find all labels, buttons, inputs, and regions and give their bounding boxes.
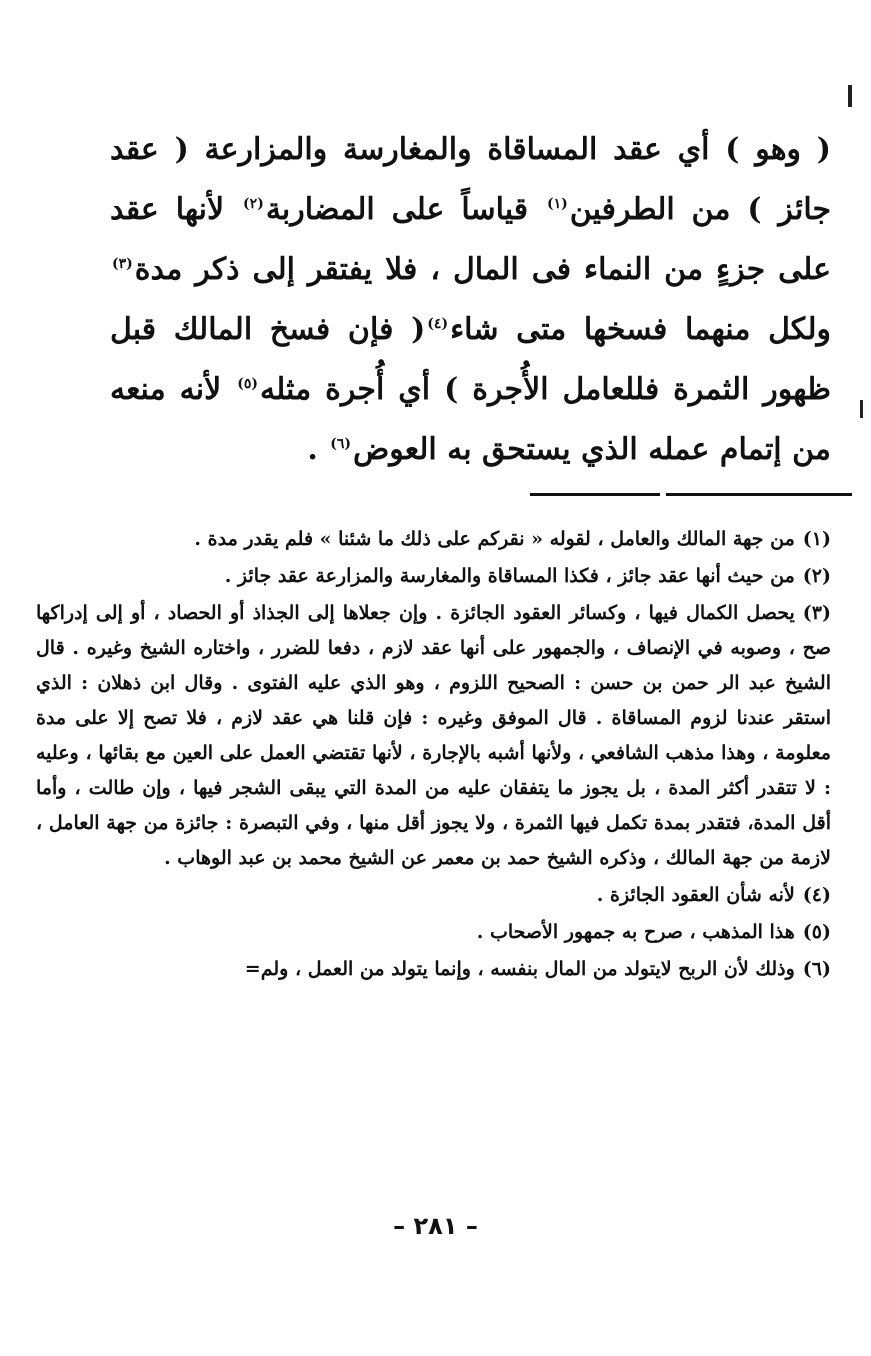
main-text-segment: ( وهو ) أي عقد المساقاة والمغارسة والمزارعة ( عقد جائز ) من الطرفين [110,132,832,227]
footnote-text: لأنه شأن العقود الجائزة . [596,884,795,906]
footnotes-section [36,522,831,989]
footnote-divider [530,493,852,496]
footnote-text: هذا المذهب ، صرح به جمهور الأصحاب . [476,921,795,943]
footnote-2 [36,559,831,594]
main-paragraph [110,120,831,480]
footnote-text: يحصل الكمال فيها ، وكسائر العقود الجائزة . وإن جعلاها إلى الجذاذ أو الحصاد ، أو إلى إدراكها صح ، وصوبه في الإنصاف ، والجمهور على أنها عقد لازم ، دفعا للضرر ، واختاره الشيخ وغيره . قال الشيخ عبد الر حمن بن حسن : الصحيح اللزوم ، وهو الذي عليه الفتوى . وقال ابن ذهلان : الذي استقر عندنا لزوم المساقاة . قال الموفق وغيره : فإن قلنا هي عقد لازم ، فلا تصح إلا على مدة معلومة ، وهذا مذهب الشافعي ، ولأنها أشبه بالإجارة ، لأنها تقتضي العمل على العين مع بقائها ، وعليه : لا تتقدر أكثر المدة ، بل يجوز ما يتفقان عليه من المدة التي يبقى الشجر فيها ، وإن طالت ، وأما أقل المدة، فتقدر بمدة تكمل فيها الثمرة ، ولا يجوز أقل منها ، وفي التبصرة : جائزة من جهة العامل ، لازمة من جهة المالك ، وذكره الشيخ حمد بن معمر عن الشيخ محمد بن عبد الوهاب . [36,602,831,869]
footnote-reference[interactable]: (٤) [427,316,449,332]
footnote-reference[interactable]: (٢) [243,196,264,212]
footnote-number: (٢) [802,565,831,587]
footnote-text: وذلك لأن الربح لايتولد من المال بنفسه ، وإنما يتولد من العمل ، ولم= [244,958,795,980]
footnote-number: (٣) [802,602,831,624]
footnote-reference[interactable]: (٥) [237,376,258,392]
footnote-text: من حيث أنها عقد جائز ، فكذا المساقاة والمغارسة والمزارعة عقد جائز . [224,565,795,587]
footnote-reference[interactable]: (٣) [112,256,133,272]
scan-mark [860,400,863,418]
main-text-segment: لأنه منعه من إتمام عمله الذي يستحق به العوض [110,372,831,467]
footnote-reference[interactable]: (٦) [330,436,352,452]
main-text-segment: ولكل منهما فسخها متى شاء [450,312,831,347]
footnote-number: (٦) [802,958,831,980]
footnote-5 [36,915,831,950]
footnote-number: (٥) [802,921,831,943]
footnote-3 [36,596,831,876]
footnote-reference[interactable]: (١) [547,196,568,212]
footnote-6 [36,952,831,987]
divider-gap [660,490,666,498]
main-text-segment: . [307,432,329,467]
scan-mark [848,85,852,107]
main-text-block [110,120,831,480]
main-text-segment: لأنها عقد على جزءٍ من النماء فى المال ، فلا يفتقر إلى ذكر مدة [110,192,831,287]
footnote-1 [36,522,831,557]
footnote-4 [36,878,831,913]
footnote-text: من جهة المالك والعامل ، لقوله « نقركم على ذلك ما شئنا » فلم يقدر مدة . [194,528,795,550]
footnote-number: (٤) [802,884,831,906]
page-number: – ٢٨١ – [393,1212,478,1240]
main-text-segment: ( فإن فسخ المالك قبل ظهور الثمرة فللعامل الأُجرة ) أي أُجرة مثله [110,312,831,407]
main-text-segment: قياساً على المضاربة [265,192,546,227]
footnote-number: (١) [802,528,831,550]
